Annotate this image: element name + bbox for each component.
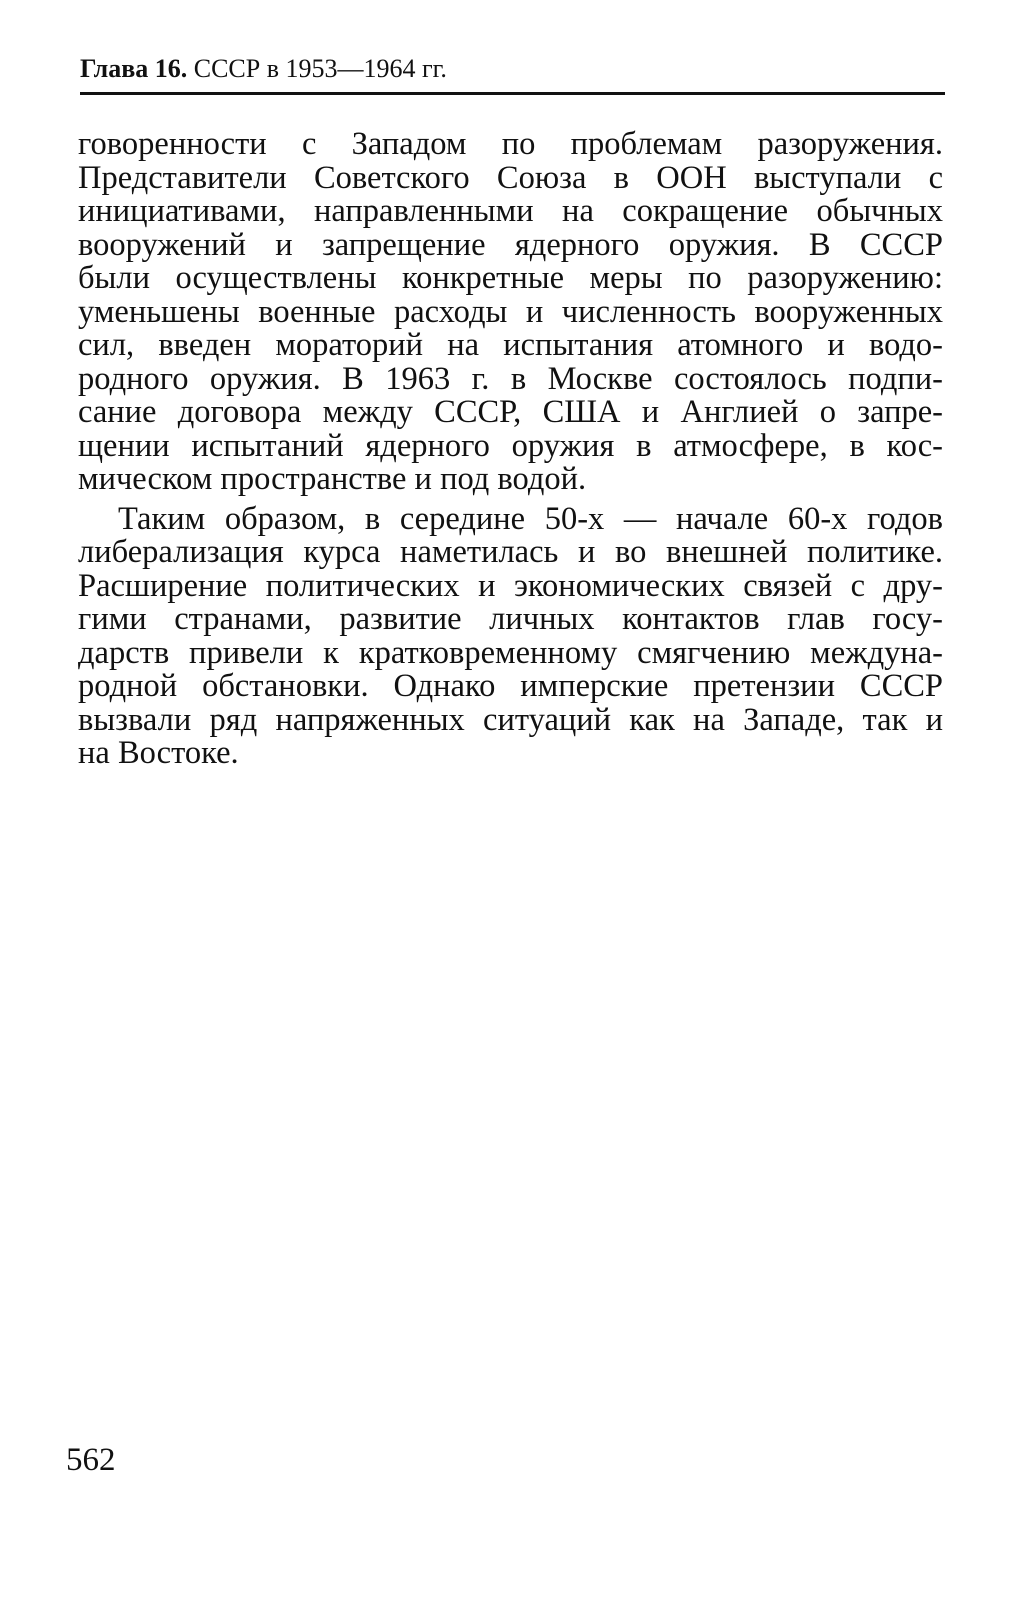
text-line: на Востоке. [78, 735, 239, 771]
text-line: сил, введен мораторий на испытания атомного и водо- [78, 327, 943, 363]
text-line: родной обстановки. Однако имперские претензии СССР [78, 668, 943, 704]
text-line: вооружений и запрещение ядерного оружия. В СССР [78, 226, 943, 263]
paragraph-1 [78, 128, 943, 497]
text-line: щении испытаний ядерного оружия в атмосфере, в кос- [78, 427, 943, 464]
text-line: гими странами, развитие личных контактов глав госу- [78, 601, 943, 637]
text-line: инициативами, направленными на сокращение обычных [78, 193, 943, 229]
text-line: Расширение политических и экономических связей с дру- [78, 567, 943, 604]
text-line: дарств привели к кратковременному смягчению междуна- [78, 634, 943, 671]
text-line: Представители Советского Союза в ООН выступали с [78, 159, 943, 196]
text-line: родного оружия. В 1963 г. в Москве состоялось подпи- [78, 360, 943, 397]
header-text [80, 52, 447, 86]
text-line: были осуществлены конкретные меры по разоружению: [78, 260, 943, 296]
text-line: уменьшены военные расходы и численность вооруженных [78, 293, 943, 330]
running-header [80, 52, 945, 95]
text-line: либерализация курса наметилась и во внешней политике. [78, 534, 943, 570]
text-line: вызвали ряд напряженных ситуаций как на Западе, так и [78, 701, 943, 738]
chapter-title: СССР в 1953—1964 гг. [193, 54, 447, 83]
text-line: говоренности с Западом по проблемам разоружения. [78, 126, 943, 162]
chapter-label: Глава 16. [80, 54, 188, 83]
paragraph-2 [78, 500, 943, 771]
text-line: Таким образом, в середине 50-х — начале 60-х годов [118, 500, 943, 537]
text-line: мическом пространстве и под водой. [78, 461, 587, 497]
text-line: сание договора между СССР, США и Англией о запре- [78, 394, 943, 430]
body-text [78, 128, 943, 771]
page-number: 562 [66, 1442, 116, 1478]
